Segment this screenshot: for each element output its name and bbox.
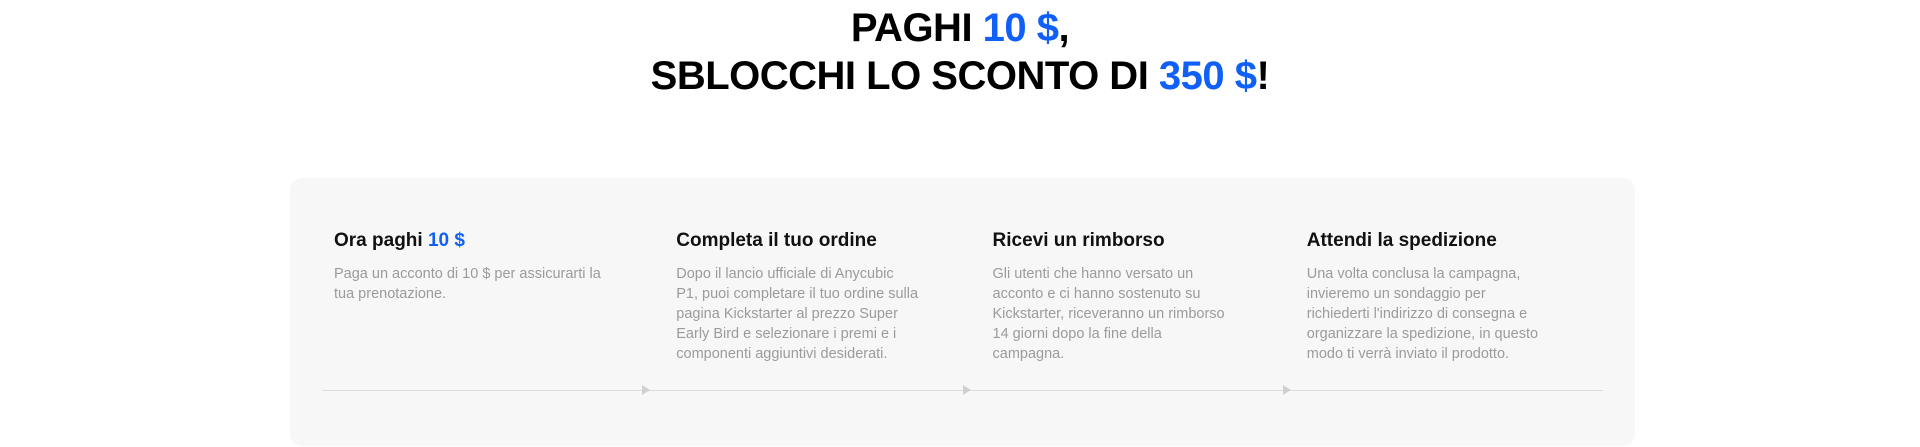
arrow-right-icon <box>642 385 650 395</box>
step-item-1 <box>330 230 646 446</box>
step-1-title <box>334 230 602 252</box>
step-3-description: Gli utenti che hanno versato un acconto e ci hanno sostenuto su Kickstarter, riceveranno un rimborso 14 giorni dopo la fine della campagna. <box>992 266 1225 362</box>
headline-line2-amount: 350 $ <box>1158 54 1257 98</box>
step-2-description: Dopo il lancio ufficiale di Anycubic P1, puoi completare il tuo ordine sulla pagina Kickstarter al prezzo Super Early Bird e selezionare i premi e i componenti aggiuntivi desiderati. <box>676 266 919 362</box>
step-1-title-text: Ora paghi <box>334 230 428 251</box>
step-item-2 <box>646 230 962 446</box>
step-2-title <box>676 230 918 252</box>
step-2-title-text: Completa il tuo ordine <box>676 230 877 251</box>
headline-line-2 <box>0 52 1920 100</box>
step-3-title-text: Ricevi un rimborso <box>992 230 1165 251</box>
headline-line1-amount: 10 $ <box>982 6 1059 50</box>
steps-connector <box>322 385 1603 397</box>
step-3-title <box>993 230 1235 252</box>
steps-panel <box>290 178 1635 446</box>
step-1-description: Paga un acconto di 10 $ per assicurarti la tua prenotazione. <box>334 266 601 302</box>
arrow-right-icon <box>963 385 971 395</box>
step-item-4 <box>1279 230 1595 446</box>
arrow-right-icon <box>1283 385 1291 395</box>
headline-line1-text: PAGHI <box>850 6 983 50</box>
headline-line1-suffix: , <box>1058 6 1070 50</box>
step-4-description: Una volta conclusa la campagna, invieremo un sondaggio per richiederti l'indirizzo di consegna e organizzare la spedizione, in questo modo ti verrà inviato il prodotto. <box>1306 266 1539 362</box>
headline-line2-text: SBLOCCHI LO SCONTO DI <box>650 54 1159 98</box>
headline-line-1 <box>0 4 1920 52</box>
page-title <box>0 0 1920 100</box>
step-item-3 <box>963 230 1279 446</box>
steps-list <box>290 178 1635 446</box>
step-1-title-amount: 10 $ <box>427 230 465 251</box>
step-4-title-text: Attendi la spedizione <box>1306 230 1497 251</box>
step-4-title <box>1307 230 1551 252</box>
headline-line2-suffix: ! <box>1256 54 1270 98</box>
